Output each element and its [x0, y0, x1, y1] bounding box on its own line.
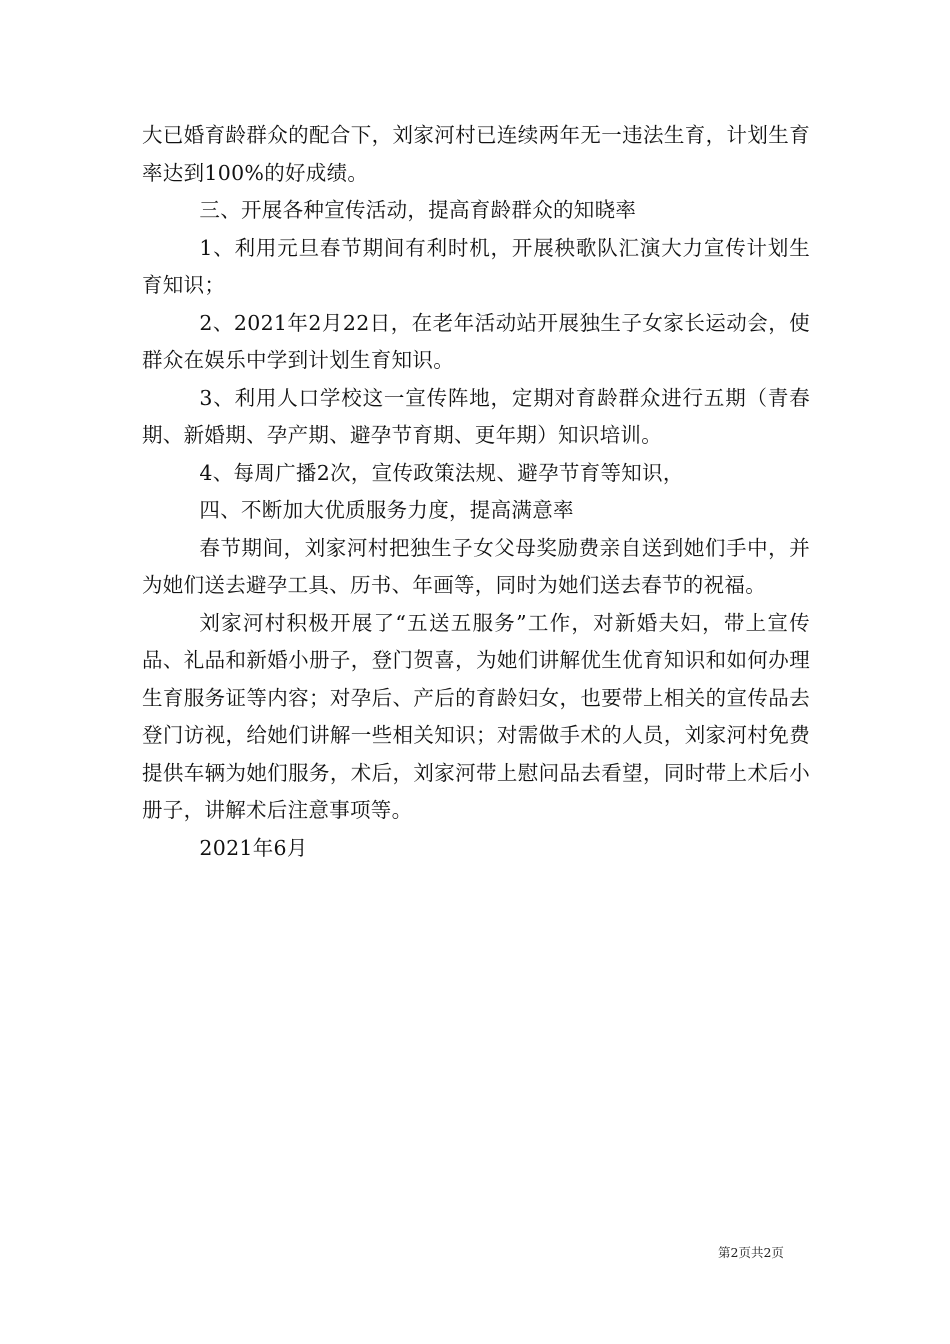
list-item-4: 4、每周广播2次，宣传政策法规、避孕节育等知识， [199, 460, 684, 485]
document-body [142, 117, 810, 867]
paragraph-five-services: 刘家河村积极开展了“五送五服务”工作，对新婚夫妇，带上宣传品、礼品和新婚小册子，登门贺喜，为她们讲解优生优育知识和如何办理生育服务证等内容；对孕后、产后的育龄妇女，也要带上相关的宣传品去登门访视，给她们讲解一些相关知识；对需做手术的人员，刘家河村免费提供车辆为她们服务，术后，刘家河带上慰问品去看望，同时带上术后小册子，讲解术后注意事项等。 [142, 610, 810, 822]
page-number-footer: 第2页共2页 [718, 1245, 784, 1260]
section-heading-publicity: 三、开展各种宣传活动，提高育龄群众的知晓率 [199, 198, 637, 222]
list-item-2: 2、2021年2月22日，在老年活动站开展独生子女家长运动会，使群众在娱乐中学到计划生育知识。 [142, 310, 810, 372]
document-date: 2021年6月 [199, 835, 308, 860]
paragraph-spring-festival: 春节期间，刘家河村把独生子女父母奖励费亲自送到她们手中，并为她们送去避孕工具、历书、年画等，同时为她们送去春节的祝福。 [142, 535, 810, 597]
section-heading-service: 四、不断加大优质服务力度，提高满意率 [199, 498, 574, 522]
paragraph-continuation: 大已婚育龄群众的配合下，刘家河村已连续两年无一违法生育，计划生育率达到100%的好成绩。 [142, 123, 810, 185]
list-item-3: 3、利用人口学校这一宣传阵地，定期对育龄群众进行五期（青春期、新婚期、孕产期、避孕节育期、更年期）知识培训。 [142, 385, 810, 447]
list-item-1: 1、利用元旦春节期间有利时机，开展秧歌队汇演大力宣传计划生育知识； [142, 235, 810, 297]
